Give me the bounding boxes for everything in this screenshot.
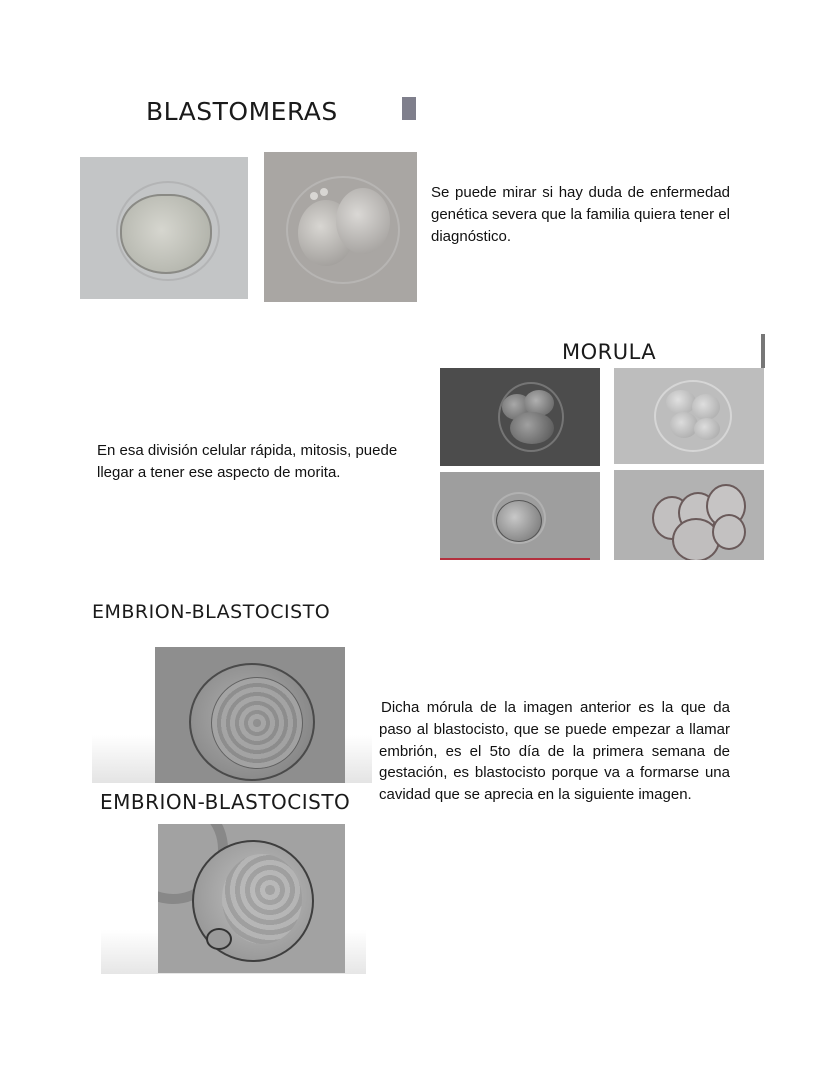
paragraph-blastomeras: Se puede mirar si hay duda de enfermedad genética severa que la familia quiera tener el diagnóstico. bbox=[431, 184, 730, 245]
red-underline bbox=[440, 558, 590, 560]
zygote-heart-icon bbox=[120, 194, 212, 274]
morula-image-dark bbox=[440, 368, 600, 466]
paragraph-blastocisto: Dicha mórula de la imagen anterior es la que da paso al blastocisto, que se puede empezar a llamar embrión, es el 5to día de la primera semana de gestación, es blastocisto porque va a formarse una cavidad que se aprecia en la siguiente imagen. bbox=[379, 699, 730, 804]
paragraph-morula: En esa división celular rápida, mitosis, puede llegar a tener ese aspecto de morita. bbox=[97, 442, 398, 481]
morula-image-cells bbox=[614, 470, 764, 560]
section-title-morula: MORULA bbox=[562, 340, 657, 364]
blastocyst-image-1 bbox=[155, 647, 345, 783]
blastomere-image-1 bbox=[80, 157, 248, 299]
section-title-embrion-blastocisto-2: EMBRION-BLASTOCISTO bbox=[100, 790, 351, 814]
section-title-embrion-blastocisto: EMBRION-BLASTOCISTO bbox=[92, 601, 331, 623]
morula-image-small bbox=[440, 472, 600, 560]
morula-image-light bbox=[614, 368, 764, 464]
slide-scroll-marker bbox=[402, 97, 416, 120]
slide-scroll-marker-2 bbox=[761, 334, 765, 368]
blastocyst-image-2 bbox=[158, 824, 345, 973]
section-title-blastomeras: BLASTOMERAS bbox=[146, 97, 338, 126]
blastomere-image-2 bbox=[264, 152, 417, 302]
